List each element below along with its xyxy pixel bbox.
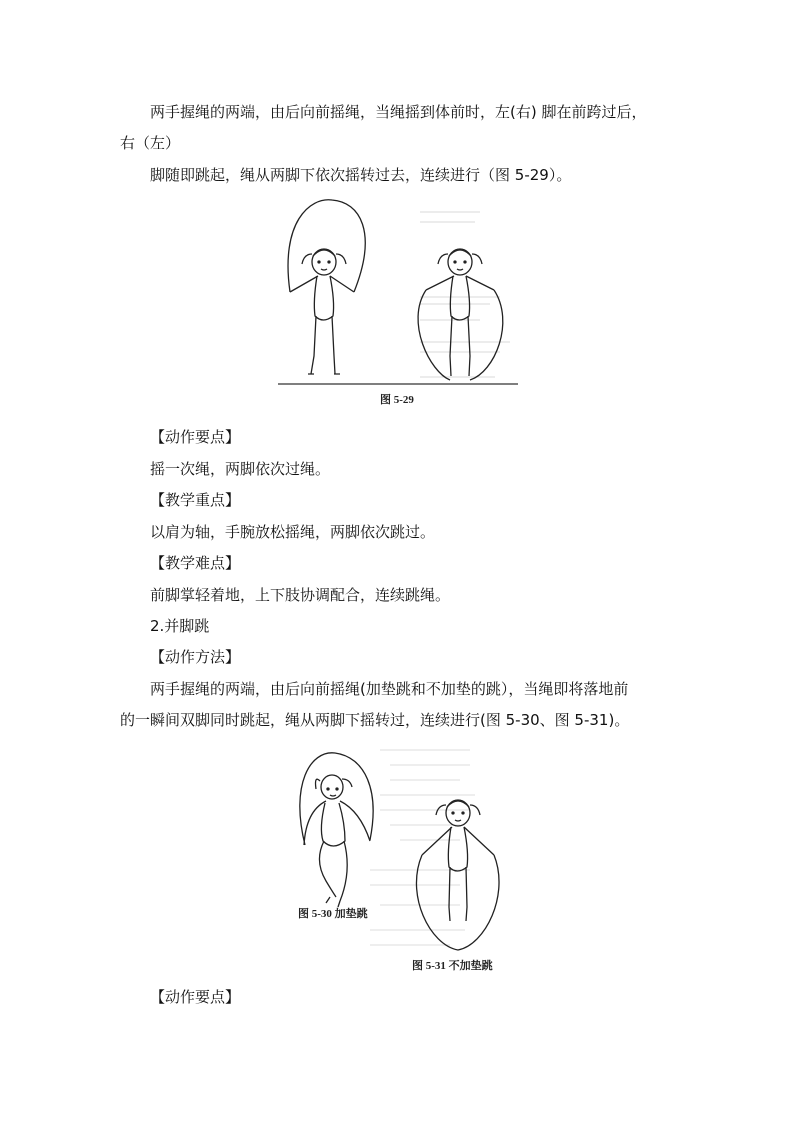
paragraph-line: 以肩为轴，手腕放松摇绳，两脚依次跳过。 xyxy=(150,523,436,541)
section-heading: 【教学难点】 xyxy=(150,554,241,572)
paragraph-line: 脚随即跳起，绳从两脚下依次摇转过去，连续进行（图 5-29）。 xyxy=(150,166,572,184)
paragraph-line: 两手握绳的两端，由后向前摇绳(加垫跳和不加垫的跳），当绳即将落地前 xyxy=(150,680,629,698)
section-heading: 【动作要点】 xyxy=(150,428,241,446)
section-title: 2.并脚跳 xyxy=(150,617,210,635)
section-heading: 【动作要点】 xyxy=(150,988,241,1006)
section-heading: 【动作方法】 xyxy=(150,648,241,666)
section-heading: 【教学重点】 xyxy=(150,491,241,509)
figure-caption: 图 5-31 不加垫跳 xyxy=(412,960,493,972)
figure-caption: 图 5-29 xyxy=(380,394,414,406)
paragraph-line: 前脚掌轻着地，上下肢协调配合，连续跳绳。 xyxy=(150,586,451,604)
figure-5-30-5-31-illustration xyxy=(280,745,520,975)
paragraph-line: 两手握绳的两端，由后向前摇绳，当绳摇到体前时，左(右) 脚在前跨过后， xyxy=(150,103,647,121)
figure-caption: 图 5-30 加垫跳 xyxy=(298,908,368,920)
paragraph-line: 右（左） xyxy=(120,134,181,152)
figure-5-29-illustration xyxy=(270,192,520,392)
paragraph-line: 摇一次绳，两脚依次过绳。 xyxy=(150,460,331,478)
paragraph-line: 的一瞬间双脚同时跳起，绳从两脚下摇转过，连续进行(图 5-30、图 5-31)。 xyxy=(120,711,630,729)
